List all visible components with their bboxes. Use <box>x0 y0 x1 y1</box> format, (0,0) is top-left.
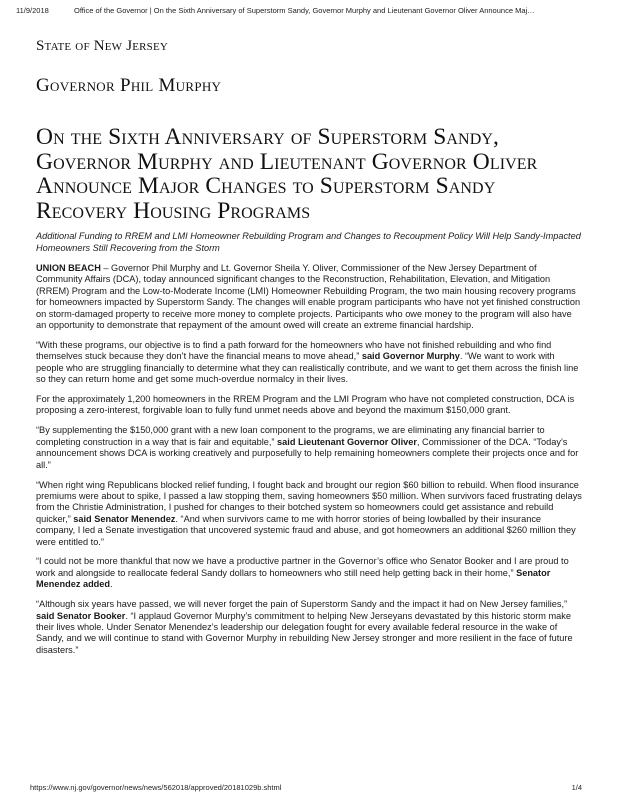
article-title: On the Sixth Anniversary of Superstorm Sandy, Governor Murphy and Lieutenant Governor Oliver Announce Major Changes to Superstorm Sandy Recovery Housing Programs <box>36 124 538 224</box>
page-number: 1/4 <box>571 783 582 792</box>
article-subtitle: Additional Funding to RREM and LMI Homeowner Rebuilding Program and Changes to Recoupment Policy Will Help Sandy-Impacted Homeowners Still Recovering from the Storm <box>36 231 581 253</box>
article-paragraph-5 <box>36 480 582 548</box>
paragraph-text: , Commissioner of the DCA. “Today’s announcement shows DCA is working creatively and purposefully to help remaining homeowners complete their projects once and for all.” <box>36 436 579 470</box>
paragraph-text: “Although six years have passed, we will never forget the pain of Superstorm Sandy and the impact it had on New Jersey families,” <box>36 599 568 610</box>
paragraph-text: . <box>110 579 113 590</box>
article-paragraph-4 <box>36 425 582 471</box>
print-page-title: Office of the Governor | On the Sixth Anniversary of Superstorm Sandy, Governor Murphy and Lieutenant Governor Oliver Announce Maj… <box>74 6 535 15</box>
paragraph-text: – Governor Phil Murphy and Lt. Governor Sheila Y. Oliver, Commissioner of the New Jersey Department of Community Affairs (DCA), today announced significant changes to the Reconstruction, Rehabilitation, Elevation, and Mitigation (RREM) Program and the Low-to-Moderate Income (LMI) Homeowner Rebuilding Program, the two main housing recovery programs for homeowners impacted by Superstorm Sandy. The changes will enable program participants who have not yet finished construction on storm-damaged property to receive more money to complete projects. Participants who owe money to the program will also have an opportunity to demonstrate that repayment of the amount owed will create an extreme financial hardship. <box>36 263 581 331</box>
article-paragraph-3: For the approximately 1,200 homeowners in the RREM Program and the LMI Program who have not completed construction, DCA is proposing a zero-interest, forgivable loan to fully fund unmet needs above and beyond the maximum $150,000 grant. <box>36 394 575 416</box>
paragraph-text: . “And when survivors came to me with horror stories of being lowballed by their insurance company, I led a Senate investigation that uncovered systemic fraud and abuse, and got homeowners an additional $260 million they were entitled to.” <box>36 513 576 547</box>
article-paragraph-2 <box>36 340 582 386</box>
paragraph-text: . “We want to work with people who are struggling financially to determine what they can realistically contribute, and we want to get them across the finish line so they can return home and get some much-overdue normalcy in their lives. <box>36 351 579 385</box>
article-paragraph-7 <box>36 599 582 656</box>
print-footer <box>30 783 582 792</box>
dateline: UNION BEACH <box>36 263 101 273</box>
speaker-attribution: Senator Menendez added <box>36 567 551 590</box>
page-url: https://www.nj.gov/governor/news/news/562018/approved/20181029b.shtml <box>30 783 282 792</box>
print-header <box>16 6 602 15</box>
governor-heading[interactable]: Governor Phil Murphy <box>36 75 222 96</box>
speaker-attribution: said Senator Menendez <box>70 513 176 524</box>
state-heading[interactable]: State of New Jersey <box>36 38 169 54</box>
speaker-attribution: said Governor Murphy <box>359 351 460 362</box>
speaker-attribution: said Lieutenant Governor Oliver <box>274 436 417 447</box>
article-paragraph-6 <box>36 556 582 590</box>
print-date: 11/9/2018 <box>16 6 49 15</box>
paragraph-text: . “I applaud Governor Murphy’s commitment to helping New Jerseyans devastated by this historic storm make their lives whole. Under Senator Menendez’s leadership our delegation fought for every available federal resource in the wake of Sandy, and we will continue to stand with Governor Murphy in rebuilding New Jersey stronger and more resilient in the face of future disasters.” <box>36 610 573 655</box>
paragraph-text: “When right wing Republicans blocked relief funding, I fought back and brought our region $60 billion to rebuild. When flood insurance premiums were about to spike, I passed a law stopping them, saving homeowners $50 million. When survivors faced frustrating delays from the Christie Administration, I pushed for changes to their botched system so homeowners could get assistance and rebuild quicker,” <box>36 479 582 524</box>
article-paragraph-1 <box>36 263 582 331</box>
page-content <box>36 38 582 665</box>
paragraph-text: “By supplementing the $150,000 grant with a new loan component to the programs, we are eliminating any financial barrier to completing construction in a way that is fair and equitable,” <box>36 425 545 447</box>
speaker-attribution: said Senator Booker <box>36 610 126 621</box>
paragraph-text: “With these programs, our objective is to find a path forward for the homeowners who have not finished rebuilding and who find themselves stuck because they don’t have the financial means to move ahead,” <box>36 339 552 362</box>
paragraph-text: “I could not be more thankful that now we have a productive partner in the Governor’s office who Senator Booker and I are proud to work and alongside to reallocate federal Sandy dollars to homeowners who still need help getting back in their home,” <box>36 556 569 578</box>
